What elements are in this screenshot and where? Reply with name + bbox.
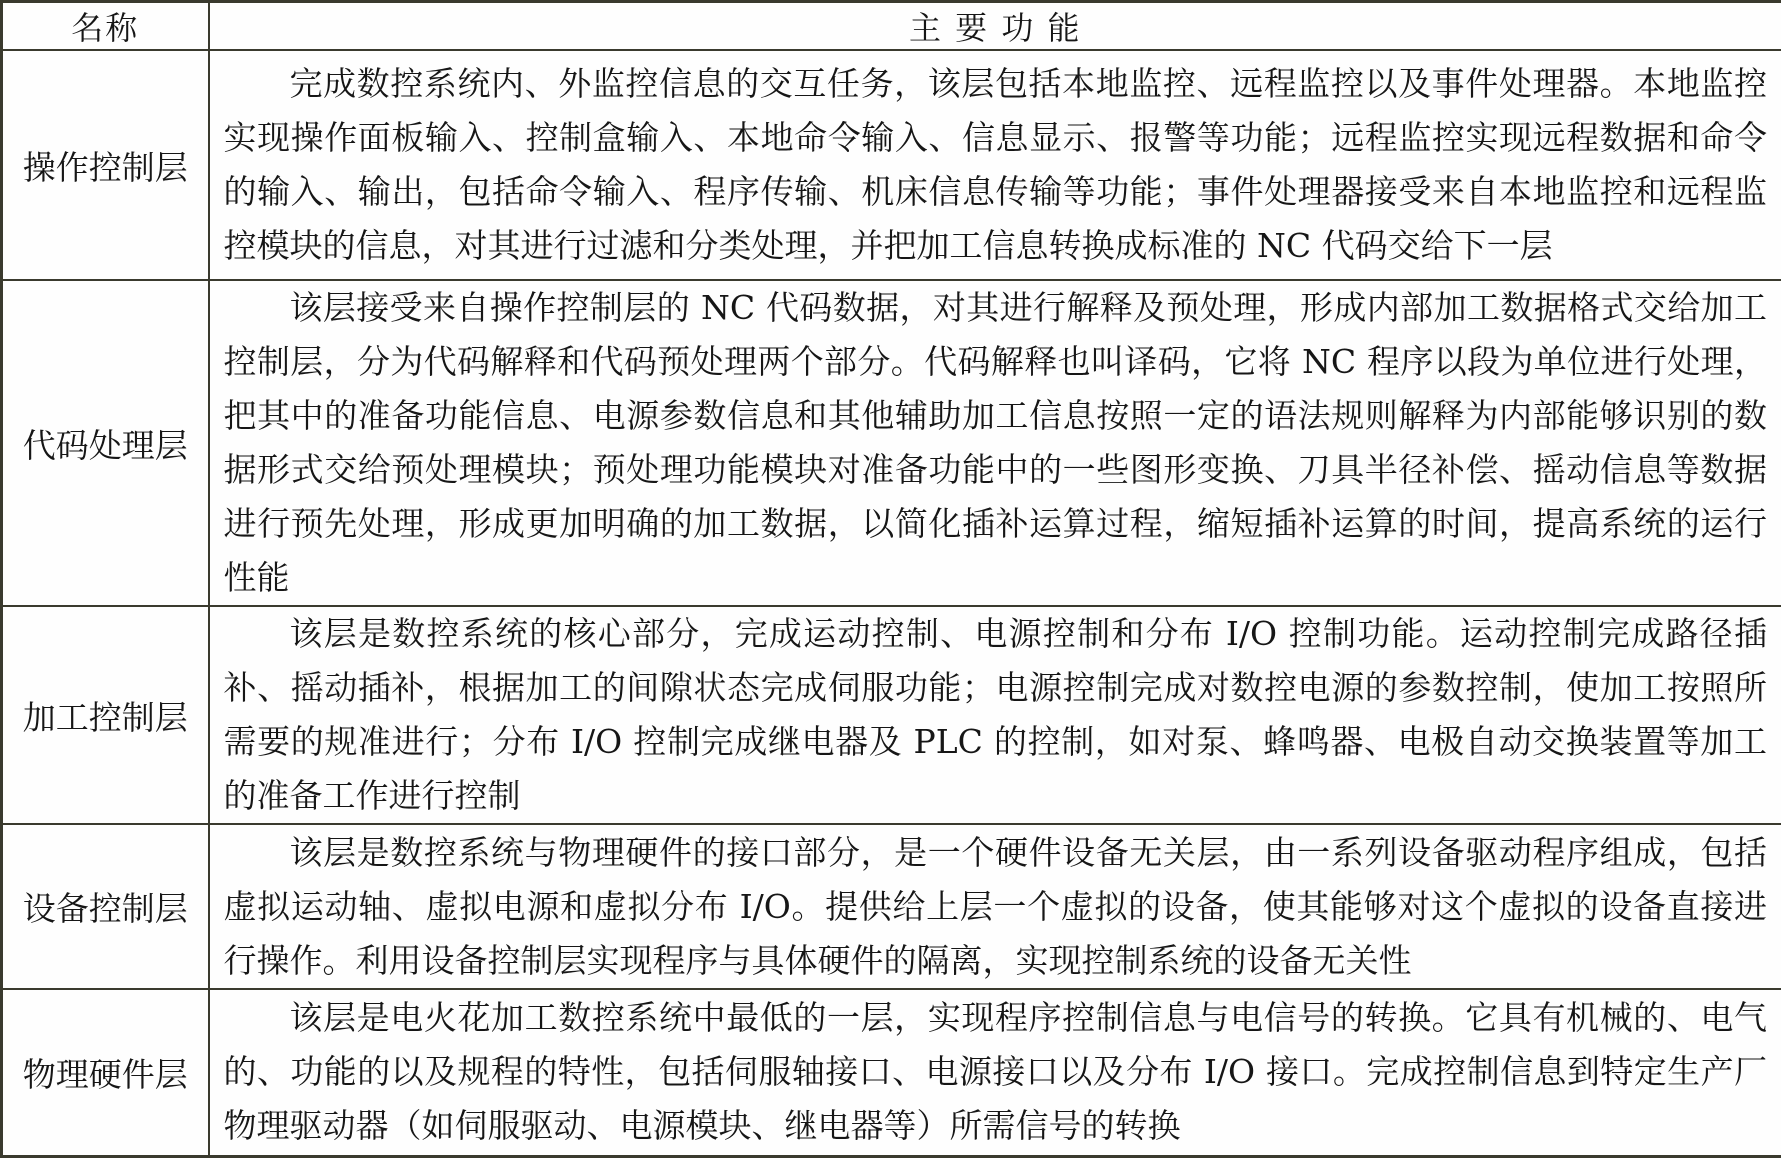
table-row-machining-control-layer: [2, 606, 1781, 824]
layer-function-text: 该层是数控系统的核心部分，完成运动控制、电源控制和分布 I/O 控制功能。运动控制完成路径插补、摇动插补，根据加工的间隙状态完成伺服功能；电源控制完成对数控电源的参数控制，使加工按照所需要的规准进行；分布 I/O 控制完成继电器及 PLC 的控制，如对泵、蜂鸣器、电极自动交换装置等加工的准备工作进行控制: [224, 607, 1768, 823]
header-function-column: 主 要 功 能: [209, 2, 1781, 51]
layer-function-text: 该层接受来自操作控制层的 NC 代码数据，对其进行解释及预处理，形成内部加工数据格式交给加工控制层，分为代码解释和代码预处理两个部分。代码解释也叫译码，它将 NC 程序以段为单位进行处理，把其中的准备功能信息、电源参数信息和其他辅助加工信息按照一定的语法规则解释为内部能够识别的数据形式交给预处理模块；预处理功能模块对准备功能中的一些图形变换、刀具半径补偿、摇动信息等数据进行预先处理，形成更加明确的加工数据，以简化插补运算过程，缩短插补运算的时间，提高系统的运行性能: [224, 281, 1768, 605]
layer-name: 物理硬件层: [2, 989, 209, 1156]
layer-function: [209, 606, 1781, 824]
table-row-code-processing-layer: [2, 280, 1781, 606]
layer-function: [209, 50, 1781, 280]
layer-function: [209, 989, 1781, 1156]
table-row-device-control-layer: [2, 824, 1781, 989]
layer-function: [209, 280, 1781, 606]
table-header-row: [2, 2, 1781, 51]
layer-function-text: 该层是电火花加工数控系统中最低的一层，实现程序控制信息与电信号的转换。它具有机械的、电气的、功能的以及规程的特性，包括伺服轴接口、电源接口以及分布 I/O 接口。完成控制信息到特定生产厂物理驱动器（如伺服驱动、电源模块、继电器等）所需信号的转换: [224, 991, 1768, 1153]
layer-name: 加工控制层: [2, 606, 209, 824]
layer-function-text: 完成数控系统内、外监控信息的交互任务，该层包括本地监控、远程监控以及事件处理器。本地监控实现操作面板输入、控制盒输入、本地命令输入、信息显示、报警等功能；远程监控实现远程数据和命令的输入、输出，包括命令输入、程序传输、机床信息传输等功能；事件处理器接受来自本地监控和远程监控模块的信息，对其进行过滤和分类处理，并把加工信息转换成标准的 NC 代码交给下一层: [224, 57, 1768, 273]
layer-name: 代码处理层: [2, 280, 209, 606]
layer-name: 设备控制层: [2, 824, 209, 989]
layer-name: 操作控制层: [2, 50, 209, 280]
header-name-column: 名称: [2, 2, 209, 51]
table-row-physical-hardware-layer: [2, 989, 1781, 1156]
table-row-operation-control-layer: [2, 50, 1781, 280]
layer-function: [209, 824, 1781, 989]
layer-function-text: 该层是数控系统与物理硬件的接口部分，是一个硬件设备无关层，由一系列设备驱动程序组成，包括虚拟运动轴、虚拟电源和虚拟分布 I/O。提供给上层一个虚拟的设备，使其能够对这个虚拟的设备直接进行操作。利用设备控制层实现程序与具体硬件的隔离，实现控制系统的设备无关性: [224, 826, 1768, 988]
